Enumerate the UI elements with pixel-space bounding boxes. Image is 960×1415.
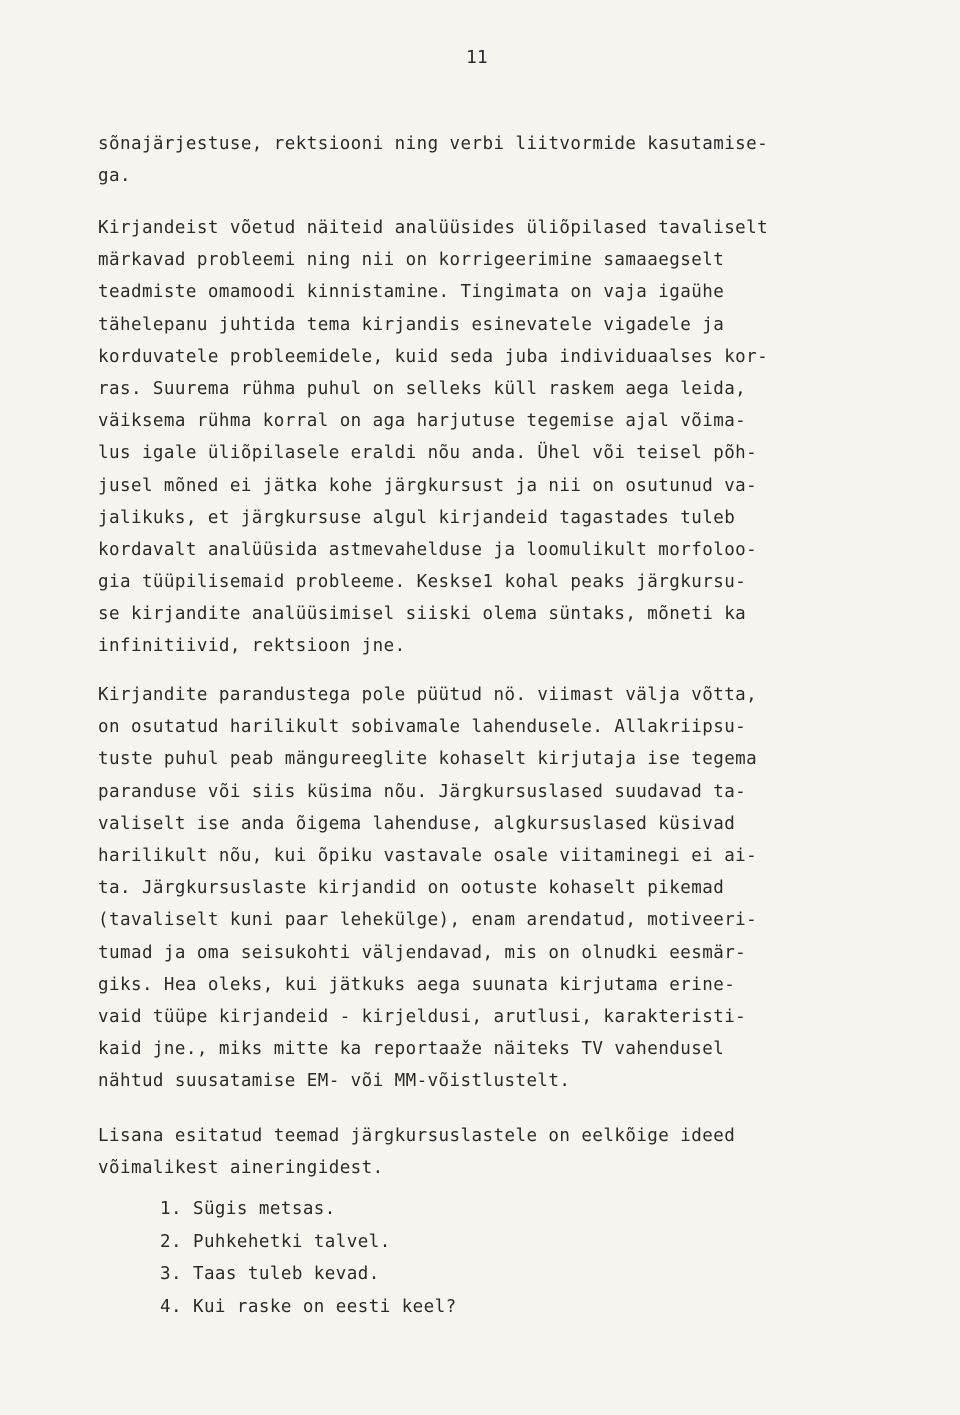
text-line: võimalikest aineringidest.	[98, 1158, 384, 1179]
text-line: se kirjandite analüüsimisel siiski olema süntaks, mõneti ka	[98, 604, 747, 625]
text-line: valiselt ise anda õigema lahenduse, algkursuslased küsivad	[98, 813, 736, 834]
text-line: teadmiste omamoodi kinnistamine. Tingimata on vaja igaühe	[98, 282, 725, 303]
text-line: kaid jne., miks mitte ka reportaaže näiteks TV vahendusel	[98, 1039, 725, 1060]
text-line: ras. Suurema rühma puhul on selleks küll raskem aega leida,	[98, 378, 747, 399]
list-item: 4. Kui raske on eesti keel?	[160, 1296, 457, 1317]
text-line: gia tüüpilisemaid probleeme. Keskse1 kohal peaks järgkursu-	[98, 572, 747, 593]
paragraph-4	[98, 1120, 888, 1184]
text-line: tumad ja oma seisukohti väljendavad, mis on olnudki eesmär-	[98, 942, 747, 963]
text-line: kordavalt analüüsida astmevahelduse ja loomulikult morfoloo-	[98, 539, 758, 560]
topics-list	[160, 1193, 950, 1323]
text-line: märkavad probleemi ning nii on korrigeerimine samaaegselt	[98, 250, 725, 271]
paragraph-2	[98, 212, 888, 663]
text-line: korduvatele probleemidele, kuid seda juba individuaalses kor-	[98, 346, 769, 367]
list-item: 3. Taas tuleb kevad.	[160, 1264, 380, 1285]
paragraph-3	[98, 679, 888, 1097]
text-line: Kirjandeist võetud näiteid analüüsides üliõpilased tavaliselt	[98, 218, 769, 238]
text-line: väiksema rühma korral on aga harjutuse tegemise ajal võima-	[98, 411, 747, 432]
paragraph-1	[98, 128, 888, 192]
text-line: ta. Järgkursuslaste kirjandid on ootuste kohaselt pikemad	[98, 878, 725, 899]
text-line: nähtud suusatamise EM- või MM-võistlustelt.	[98, 1071, 571, 1092]
page-number: 11	[466, 47, 488, 68]
text-line: sõnajärjestuse, rektsiooni ning verbi liitvormide kasutamise-	[98, 134, 769, 154]
text-line: lus igale üliõpilasele eraldi nõu anda. Ühel või teisel põh-	[98, 443, 758, 464]
text-line: tähelepanu juhtida tema kirjandis esinevatele vigadele ja	[98, 314, 725, 335]
text-line: (tavaliselt kuni paar lehekülge), enam arendatud, motiveeri-	[98, 910, 758, 931]
text-line: Kirjandite parandustega pole püütud nö. viimast välja võtta,	[98, 685, 758, 705]
text-line: paranduse või siis küsima nõu. Järgkursuslased suudavad ta-	[98, 781, 747, 802]
text-line: ga.	[98, 166, 131, 187]
list-item: 2. Puhkehetki talvel.	[160, 1231, 391, 1252]
text-line: jalikuks, et järgkursuse algul kirjandeid tagastades tuleb	[98, 507, 736, 528]
text-line: Lisana esitatud teemad järgkursuslastele on eelkõige ideed	[98, 1126, 736, 1146]
text-line: harilikult nõu, kui õpiku vastavale osale viitaminegi ei ai-	[98, 845, 758, 866]
text-line: vaid tüüpe kirjandeid - kirjeldusi, arutlusi, karakteristi-	[98, 1006, 747, 1027]
text-line: giks. Hea oleks, kui jätkuks aega suunata kirjutama erine-	[98, 974, 736, 995]
text-line: tuste puhul peab mängureeglite kohaselt kirjutaja ise tegema	[98, 749, 758, 770]
text-line: jusel mõned ei jätka kohe järgkursust ja nii on osutunud va-	[98, 475, 758, 496]
text-line: on osutatud harilikult sobivamale lahendusele. Allakriipsu-	[98, 717, 747, 738]
list-item: 1. Sügis metsas.	[160, 1199, 336, 1219]
text-line: infinitiivid, rektsioon jne.	[98, 636, 406, 657]
